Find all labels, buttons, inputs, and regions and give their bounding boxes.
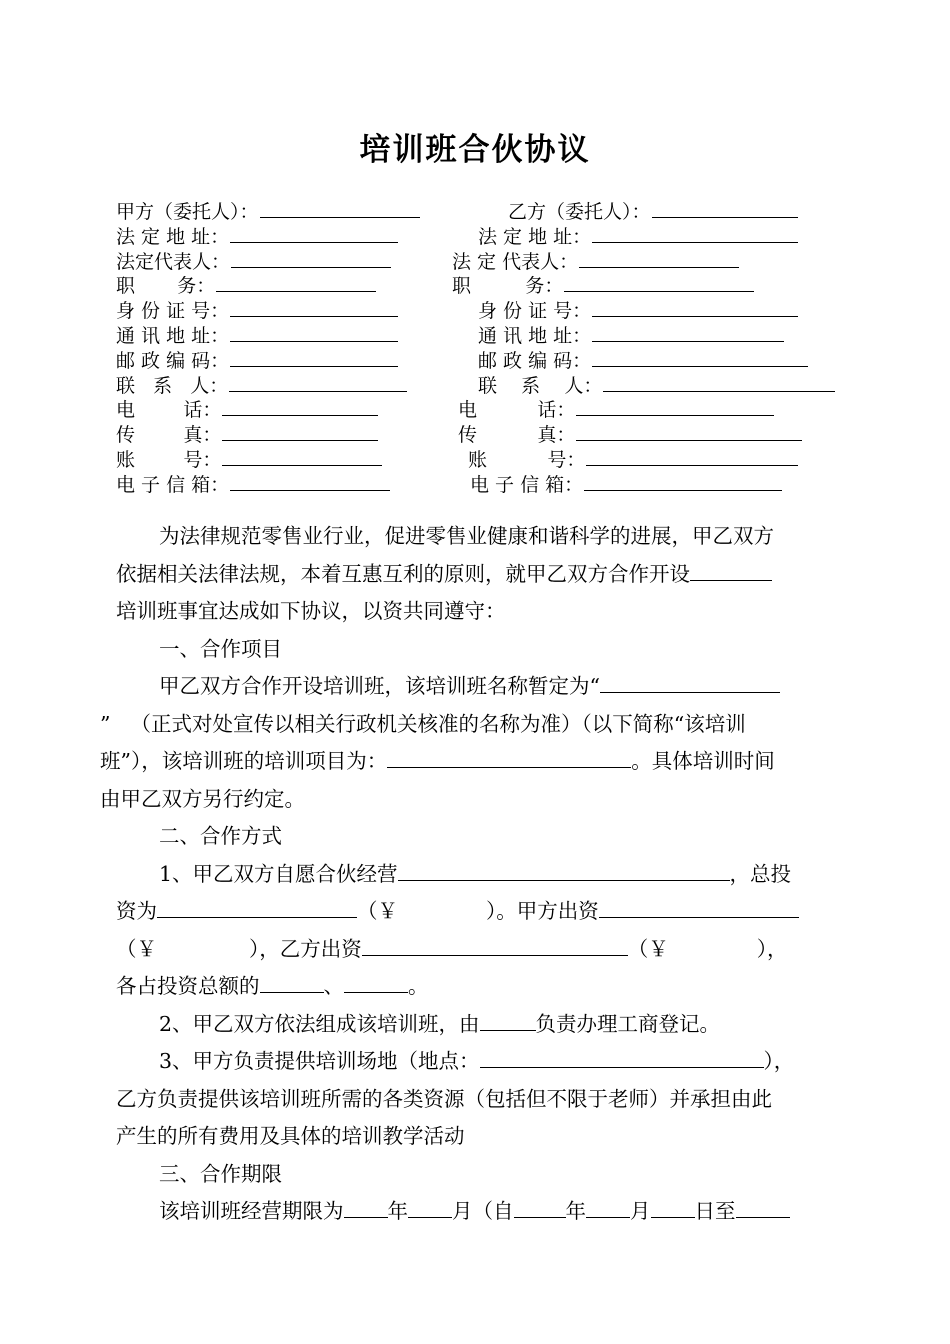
fill-in-line: [216, 272, 376, 292]
fill-in-line: [576, 396, 774, 416]
clause-text: ）。甲方出资: [486, 899, 599, 923]
party-b-field: [478, 347, 808, 374]
fill-in-line: [652, 198, 798, 218]
party-a-field: [116, 396, 378, 423]
blank-line: [651, 1195, 695, 1218]
clause-text: 。具体培训时间: [631, 749, 775, 773]
fill-in-line: [592, 347, 808, 367]
field-row: [0, 322, 950, 347]
clause-text: 各占投资总额的: [116, 974, 260, 998]
field-label: 通 讯 地 址：: [116, 324, 230, 347]
clause-text: 。: [408, 974, 429, 998]
party-a-field: [116, 223, 398, 250]
party-b-field: [458, 396, 774, 423]
party-a-field: [116, 421, 378, 448]
blank-line: [586, 1195, 630, 1218]
section-1-line-4: [100, 781, 836, 819]
section-1-line-3: [100, 743, 836, 781]
blank-line: [344, 970, 408, 993]
blank-line: [157, 895, 357, 918]
blank-line: [736, 1195, 790, 1218]
blank-line: [408, 1195, 452, 1218]
party-a-field: [116, 198, 420, 225]
blank-line: [344, 1195, 388, 1218]
field-label: 职 务：: [452, 275, 564, 298]
clause-text: ），乙方出资: [249, 936, 362, 961]
party-b-field: [478, 372, 835, 399]
field-label: 传 真：: [458, 424, 576, 447]
field-label: 身 份 证 号：: [478, 300, 592, 323]
blank-line: [480, 1045, 764, 1068]
field-label: 邮 政 编 码：: [116, 349, 230, 372]
clause-text: 班”），该培训班的培训项目为：: [100, 749, 388, 773]
clause-text: 由甲乙双方另行约定。: [100, 786, 305, 811]
fill-in-line: [579, 248, 739, 268]
fill-in-line: [586, 446, 798, 466]
section-heading: 三、合作期限: [159, 1161, 282, 1186]
field-label: 电 话：: [458, 399, 576, 422]
clause-text: 该培训班经营期限为: [159, 1199, 344, 1223]
intro-line-1: [116, 518, 836, 556]
field-row: [0, 248, 950, 273]
item-3-line-3: [116, 1118, 836, 1156]
fill-in-line: [592, 223, 798, 243]
field-label: 法定代表人：: [116, 250, 231, 273]
section-heading: 一、合作项目: [159, 636, 282, 661]
field-row: [0, 372, 950, 397]
party-b-field: [458, 421, 802, 448]
section-heading: 二、合作方式: [159, 824, 282, 848]
section-1-heading: [116, 631, 836, 669]
clause-text: （￥: [357, 899, 398, 923]
blank-line: [480, 1008, 536, 1031]
field-label: 联 系 人：: [478, 374, 603, 397]
blank-line: [398, 858, 730, 881]
party-a-field: [116, 248, 391, 275]
field-label: 法 定 代表人：: [452, 250, 579, 273]
blank-line: [600, 670, 780, 693]
clause-text: 2、甲乙双方依法组成该培训班，由: [159, 1011, 480, 1036]
field-label: 电 子 信 箱：: [470, 473, 584, 496]
clause-text: 3、甲方负责提供培训场地（地点：: [159, 1049, 480, 1073]
party-b-field: [478, 297, 798, 324]
clause-text: 、: [323, 974, 344, 998]
item-3-line-1: [116, 1043, 836, 1081]
fill-in-line: [576, 421, 802, 441]
item-1-line-3: [116, 931, 836, 969]
fill-in-line: [231, 248, 391, 268]
field-label: 乙方（委托人）：: [508, 201, 651, 223]
section-3-heading: [116, 1156, 836, 1194]
field-row: [0, 396, 950, 421]
clause-text: 1、甲乙双方自愿合伙经营: [159, 861, 398, 886]
clause-text: （￥: [116, 936, 157, 961]
field-label: 甲方（委托人）：: [116, 201, 259, 223]
clause-text: 月: [630, 1199, 651, 1223]
intro-text: 为法律规范零售业行业，促进零售业健康和谐科学的进展，甲乙双方: [159, 524, 774, 548]
field-label: 传 真：: [116, 424, 222, 447]
blank-line: [362, 933, 628, 956]
intro-text: 培训班事宜达成如下协议，以资共同遵守：: [116, 599, 506, 623]
intro-text: 依据相关法律法规，本着互惠互利的原则，就甲乙双方合作开设: [116, 561, 690, 586]
fill-in-line: [222, 446, 382, 466]
section-1-line-1: [116, 668, 836, 706]
party-b-field: [478, 322, 784, 349]
party-a-field: [116, 372, 407, 399]
field-label: 电 子 信 箱：: [116, 473, 230, 496]
field-label: 法 定 地 址：: [478, 225, 592, 248]
blank-line: [387, 745, 631, 768]
fill-in-line: [260, 198, 420, 218]
item-2-line: [116, 1006, 836, 1044]
party-b-field: [452, 248, 739, 275]
fill-in-line: [230, 322, 398, 342]
item-1-line-1: [116, 856, 836, 894]
intro-line-3: [116, 593, 836, 631]
item-1-line-4: [116, 968, 836, 1006]
party-b-field: [452, 272, 754, 299]
field-label: 职 务：: [116, 275, 216, 298]
clause-text: 负责办理工商登记。: [535, 1011, 721, 1036]
clause-text: 甲乙双方合作开设培训班，该培训班名称暂定为“: [159, 674, 600, 698]
party-a-field: [116, 272, 376, 299]
party-b-field: [470, 471, 782, 498]
fill-in-line: [230, 347, 398, 367]
field-row: [0, 198, 950, 223]
clause-text: ”: [100, 711, 111, 736]
clause-text: 月（自: [452, 1199, 514, 1223]
field-label: 邮 政 编 码：: [478, 349, 592, 372]
field-label: 电 话：: [116, 399, 222, 422]
fill-in-line: [584, 471, 782, 491]
clause-text: 乙方负责提供该培训班所需的各类资源（包括但不限于老师）并承担由此: [116, 1086, 772, 1111]
field-label: 账 号：: [116, 448, 222, 471]
section-3-line-1: [116, 1193, 836, 1231]
blank-line: [260, 970, 324, 993]
field-label: 通 讯 地 址：: [478, 324, 592, 347]
clause-text: 年: [387, 1199, 408, 1223]
intro-line-2: [116, 556, 836, 594]
item-3-line-2: [116, 1081, 836, 1119]
fill-in-line: [603, 372, 835, 392]
fill-in-line: [229, 372, 407, 392]
fill-in-line: [230, 223, 398, 243]
party-a-field: [116, 322, 398, 349]
fill-in-line: [222, 421, 378, 441]
blank-line: [599, 895, 799, 918]
field-row: [0, 223, 950, 248]
clause-text: ，总投: [729, 861, 792, 886]
fill-in-line: [564, 272, 754, 292]
field-label: 法 定 地 址：: [116, 225, 230, 248]
fill-in-line: [592, 322, 784, 342]
clause-text: 日至: [694, 1199, 736, 1223]
blank-line: [514, 1195, 566, 1218]
field-row: [0, 347, 950, 372]
clause-text: ），: [756, 936, 788, 961]
fill-in-line: [592, 297, 798, 317]
field-row: [0, 471, 950, 496]
field-row: [0, 446, 950, 471]
field-label: 联 系 人：: [116, 374, 229, 397]
party-a-field: [116, 297, 398, 324]
clause-text: （￥: [627, 936, 669, 961]
party-b-field: [468, 446, 798, 473]
fill-in-line: [230, 471, 390, 491]
section-2-heading: [116, 818, 836, 856]
field-label: 账 号：: [468, 448, 586, 471]
agreement-body: [100, 518, 836, 1231]
clause-text: 产生的所有费用及具体的培训教学活动: [116, 1124, 465, 1148]
field-row: [0, 421, 950, 446]
clause-text: （正式对处宣传以相关行政机关核准的名称为准）（以下简称“该培训: [130, 711, 746, 736]
field-row: [0, 297, 950, 322]
clause-text: 资为: [116, 899, 157, 923]
party-a-field: [116, 471, 390, 498]
clause-text: ），: [763, 1049, 795, 1073]
fill-in-line: [230, 297, 398, 317]
field-label: 身 份 证 号：: [116, 300, 230, 323]
fill-in-line: [222, 396, 378, 416]
section-1-line-2: [100, 706, 836, 744]
party-b-field: [508, 198, 798, 225]
party-info-table: [0, 198, 950, 496]
party-a-field: [116, 347, 398, 374]
field-row: [0, 272, 950, 297]
document-title: 培训班合伙协议: [359, 132, 591, 168]
blank-line: [690, 558, 772, 581]
item-1-line-2: [116, 893, 836, 931]
clause-text: 年: [565, 1199, 586, 1223]
party-a-field: [116, 446, 382, 473]
party-b-field: [478, 223, 798, 250]
